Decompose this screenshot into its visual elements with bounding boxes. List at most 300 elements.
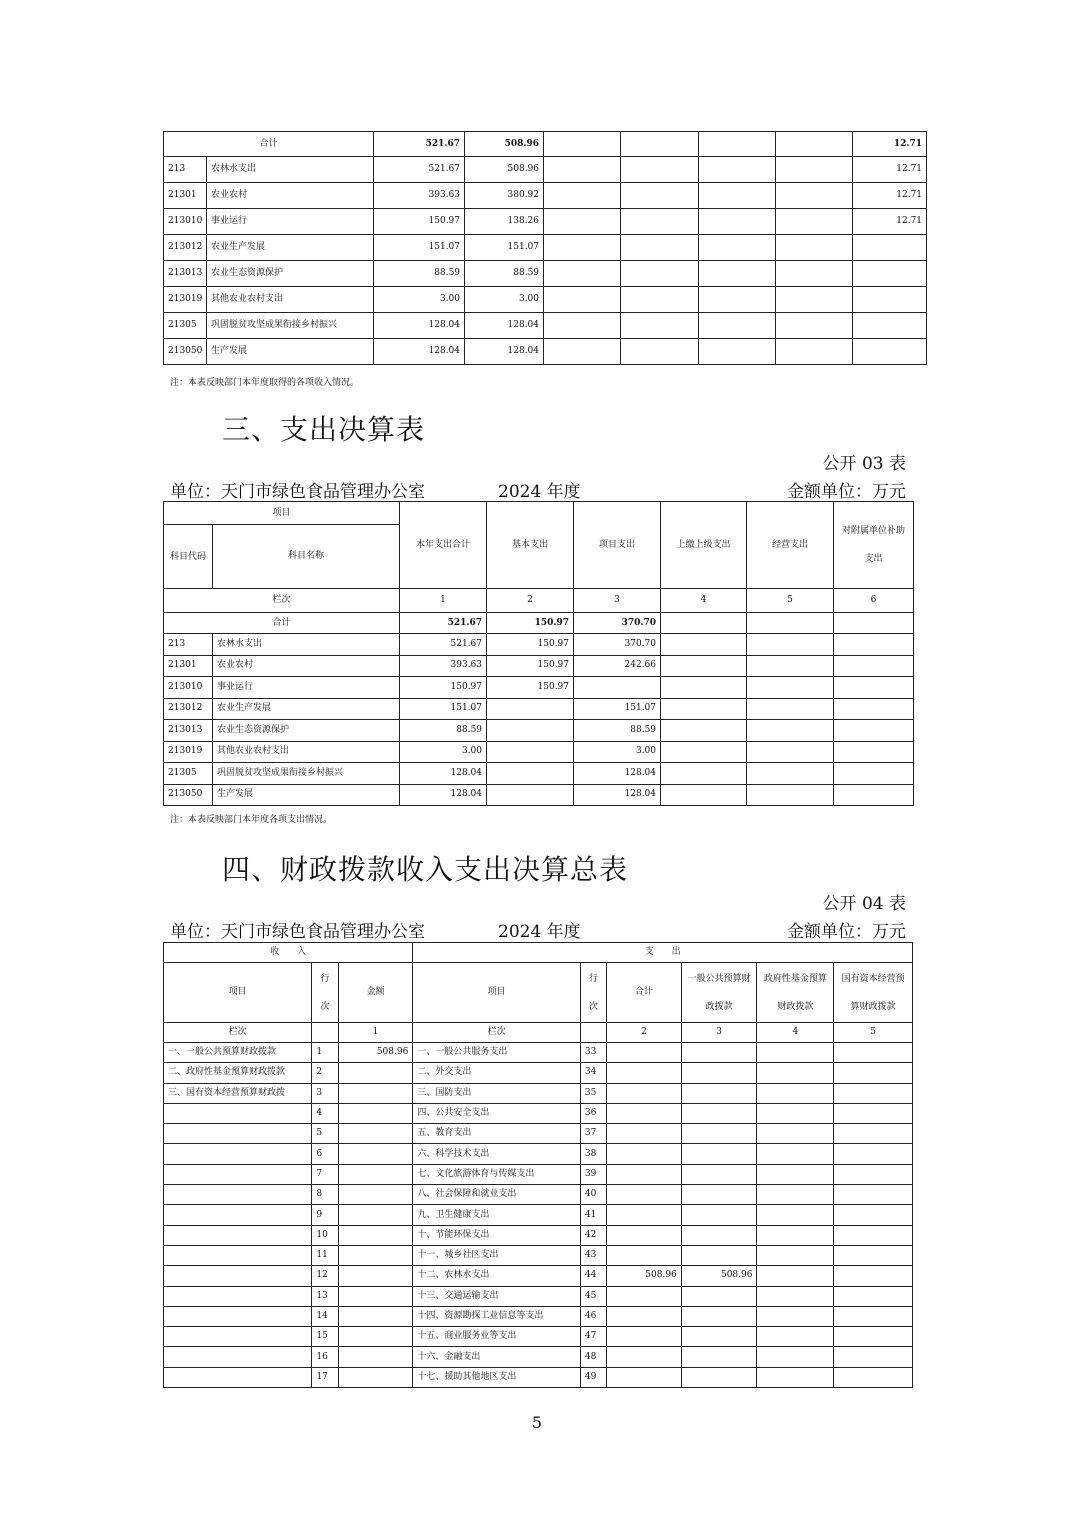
amount-cell (747, 763, 834, 785)
amount-cell (607, 1306, 682, 1326)
income-line-no: 2 (312, 1063, 338, 1083)
amount-cell: 88.59 (400, 720, 487, 742)
income-total-cell (544, 132, 621, 157)
expense-line-no: 33 (580, 1043, 606, 1063)
income-item: 一、一般公共预算财政拨款 (164, 1043, 312, 1063)
subject-name: 巩固脱贫攻坚成果衔接乡村振兴 (207, 313, 374, 339)
amount-cell: 393.63 (400, 655, 487, 677)
amount-cell (681, 1043, 757, 1063)
amount-cell (757, 1043, 834, 1063)
expense-item: 一、一般公共服务支出 (413, 1043, 581, 1063)
expense-item: 六、科学技术支出 (413, 1144, 581, 1164)
amount-cell (681, 1327, 757, 1347)
income-amount (338, 1063, 413, 1083)
amount-cell: 12.71 (853, 183, 927, 209)
income-amount (338, 1225, 413, 1245)
expense-line-no: 47 (580, 1327, 606, 1347)
amount-cell (757, 1205, 834, 1225)
amount-cell (757, 1225, 834, 1245)
amount-cell (681, 1103, 757, 1123)
amount-cell: 128.04 (400, 784, 487, 806)
amount-cell (661, 720, 747, 742)
income-line-no: 15 (312, 1327, 338, 1347)
amount-cell (699, 235, 776, 261)
subject-code: 213050 (164, 784, 213, 806)
amount-cell: 151.07 (374, 235, 465, 261)
amount-cell: 150.97 (400, 677, 487, 699)
amount-cell (747, 741, 834, 763)
subject-code: 213012 (164, 235, 207, 261)
income-total-cell (621, 132, 699, 157)
amount-cell (621, 209, 699, 235)
expense-item: 八、社会保障和就业支出 (413, 1185, 581, 1205)
fiscal-lanci-empty (312, 1023, 338, 1043)
subject-code: 213013 (164, 261, 207, 287)
expense-line-no: 37 (580, 1124, 606, 1144)
amount-cell (776, 313, 853, 339)
amount-cell (757, 1103, 834, 1123)
amount-cell (621, 313, 699, 339)
amount-cell (621, 261, 699, 287)
amount-cell (834, 1327, 913, 1347)
income-line-no: 4 (312, 1103, 338, 1123)
income-line-no: 5 (312, 1124, 338, 1144)
fiscal-header-general-budget: 一般公共预算财政拨款 (681, 963, 757, 1023)
income-line-no: 3 (312, 1083, 338, 1103)
amount-cell (834, 720, 914, 742)
subject-name: 生产发展 (213, 784, 400, 806)
expense-total-cell (747, 613, 834, 634)
amount-cell (607, 1124, 682, 1144)
amount-cell: 138.26 (465, 209, 544, 235)
subject-name: 农业生产发展 (207, 235, 374, 261)
amount-cell (621, 287, 699, 313)
amount-cell (834, 677, 914, 699)
amount-cell (607, 1083, 682, 1103)
section4-table-no: 公开 04 表 (822, 894, 906, 914)
fiscal-header-state-capital: 国有资本经营预算财政拨款 (834, 963, 913, 1023)
table-row (164, 1327, 913, 1347)
income-total-label: 合计 (164, 132, 374, 157)
fiscal-lanci-num: 3 (681, 1023, 757, 1043)
amount-cell (699, 183, 776, 209)
section3-table-no: 公开 03 表 (822, 454, 906, 474)
income-amount: 508.96 (338, 1043, 413, 1063)
amount-cell (621, 183, 699, 209)
fiscal-header-amount: 金额 (338, 963, 413, 1023)
expense-total-cell: 370.70 (574, 613, 661, 634)
income-total-cell: 508.96 (465, 132, 544, 157)
amount-cell (853, 235, 927, 261)
income-item (164, 1103, 312, 1123)
subject-name: 巩固脱贫攻坚成果衔接乡村振兴 (213, 763, 400, 785)
amount-cell: 150.97 (374, 209, 465, 235)
table-row (164, 741, 914, 763)
expense-total-cell (834, 613, 914, 634)
table-row (164, 1083, 913, 1103)
subject-code: 21305 (164, 763, 213, 785)
section4-money-unit: 金额单位：万元 (787, 922, 906, 942)
table-row (164, 261, 927, 287)
income-amount (338, 1266, 413, 1286)
amount-cell (834, 1083, 913, 1103)
subject-name: 其他农业农村支出 (207, 287, 374, 313)
income-item (164, 1306, 312, 1326)
amount-cell: 3.00 (400, 741, 487, 763)
fiscal-lanci-num: 5 (834, 1023, 913, 1043)
expense-item: 十六、金融支出 (413, 1347, 581, 1367)
income-item (164, 1185, 312, 1205)
amount-cell (776, 261, 853, 287)
amount-cell: 150.97 (487, 677, 574, 699)
amount-cell (699, 261, 776, 287)
income-line-no: 16 (312, 1347, 338, 1367)
expense-header-item: 项目 (164, 502, 400, 525)
fiscal-lanci-empty (580, 1023, 606, 1043)
expense-total-cell: 150.97 (487, 613, 574, 634)
expense-item: 十三、交通运输支出 (413, 1286, 581, 1306)
amount-cell (853, 287, 927, 313)
fiscal-header-total: 合计 (607, 963, 682, 1023)
income-line-no: 13 (312, 1286, 338, 1306)
income-total-cell (699, 132, 776, 157)
amount-cell: 521.67 (374, 157, 465, 183)
expense-line-no: 48 (580, 1347, 606, 1367)
amount-cell: 380.92 (465, 183, 544, 209)
income-item: 三、国有资本经营预算财政拨 (164, 1083, 312, 1103)
income-line-no: 14 (312, 1306, 338, 1326)
expense-table (163, 501, 914, 806)
expense-total-cell: 521.67 (400, 613, 487, 634)
table-row (164, 209, 927, 235)
amount-cell (834, 1367, 913, 1387)
income-item (164, 1245, 312, 1265)
amount-cell (661, 677, 747, 699)
amount-cell: 370.70 (574, 634, 661, 656)
table-row (164, 1266, 913, 1286)
subject-name: 农林水支出 (213, 634, 400, 656)
table-row (164, 655, 914, 677)
amount-cell (607, 1144, 682, 1164)
amount-cell (776, 339, 853, 365)
expense-line-no: 44 (580, 1266, 606, 1286)
income-line-no: 6 (312, 1144, 338, 1164)
amount-cell (681, 1185, 757, 1205)
table-row (164, 339, 927, 365)
expense-line-no: 39 (580, 1164, 606, 1184)
section3-year: 2024 年度 (498, 482, 581, 502)
fiscal-header-fund-budget: 政府性基金预算财政拨款 (757, 963, 834, 1023)
income-table-note: 注：本表反映部门本年度取得的各项收入情况。 (170, 378, 360, 388)
amount-cell (757, 1306, 834, 1326)
income-line-no: 17 (312, 1367, 338, 1387)
amount-cell: 393.63 (374, 183, 465, 209)
amount-cell (544, 313, 621, 339)
fiscal-header-group-row (164, 943, 913, 963)
expense-header-name: 科目名称 (213, 525, 400, 589)
expense-total-cell (661, 613, 747, 634)
amount-cell: 3.00 (374, 287, 465, 313)
income-amount (338, 1144, 413, 1164)
amount-cell (776, 183, 853, 209)
amount-cell (834, 784, 914, 806)
subject-code: 213010 (164, 677, 213, 699)
subject-name: 农业生态资源保护 (213, 720, 400, 742)
amount-cell: 3.00 (465, 287, 544, 313)
amount-cell (607, 1103, 682, 1123)
table-row (164, 1103, 913, 1123)
income-amount (338, 1367, 413, 1387)
income-amount (338, 1103, 413, 1123)
amount-cell: 508.96 (607, 1266, 682, 1286)
amount-cell: 88.59 (374, 261, 465, 287)
amount-cell (747, 698, 834, 720)
expense-line-no: 36 (580, 1103, 606, 1123)
expense-item: 十五、商业服务业等支出 (413, 1327, 581, 1347)
section4-unit: 单位：天门市绿色食品管理办公室 (170, 922, 425, 942)
amount-cell (607, 1327, 682, 1347)
subject-code: 213012 (164, 698, 213, 720)
amount-cell (776, 157, 853, 183)
income-item (164, 1124, 312, 1144)
fiscal-lanci-num: 1 (338, 1023, 413, 1043)
amount-cell (621, 235, 699, 261)
table-row (164, 157, 927, 183)
expense-item: 九、卫生健康支出 (413, 1205, 581, 1225)
amount-cell: 128.04 (374, 313, 465, 339)
amount-cell (834, 655, 914, 677)
amount-cell (681, 1063, 757, 1083)
expense-lanci-num: 5 (747, 589, 834, 613)
amount-cell: 508.96 (465, 157, 544, 183)
table-row (164, 1063, 913, 1083)
amount-cell (544, 183, 621, 209)
amount-cell (661, 784, 747, 806)
amount-cell: 128.04 (465, 313, 544, 339)
amount-cell (699, 313, 776, 339)
income-amount (338, 1164, 413, 1184)
amount-cell (757, 1063, 834, 1083)
amount-cell (747, 720, 834, 742)
fiscal-header-hangci2: 行次 (580, 963, 606, 1023)
amount-cell: 88.59 (465, 261, 544, 287)
table-row (164, 1347, 913, 1367)
amount-cell (607, 1286, 682, 1306)
amount-cell (607, 1225, 682, 1245)
expense-item: 十一、城乡社区支出 (413, 1245, 581, 1265)
amount-cell (487, 741, 574, 763)
expense-lanci-label: 栏次 (164, 589, 400, 613)
subject-name: 事业运行 (213, 677, 400, 699)
amount-cell (661, 634, 747, 656)
amount-cell (621, 157, 699, 183)
table-row (164, 287, 927, 313)
expense-lanci-row (164, 589, 914, 613)
amount-cell (607, 1367, 682, 1387)
amount-cell (681, 1164, 757, 1184)
amount-cell (834, 698, 914, 720)
income-table (163, 131, 927, 365)
income-line-no: 12 (312, 1266, 338, 1286)
amount-cell (747, 784, 834, 806)
amount-cell (607, 1205, 682, 1225)
amount-cell (699, 339, 776, 365)
amount-cell (661, 741, 747, 763)
expense-item: 四、公共安全支出 (413, 1103, 581, 1123)
amount-cell (681, 1205, 757, 1225)
expense-item: 二、外交支出 (413, 1063, 581, 1083)
subject-name: 农业农村 (213, 655, 400, 677)
amount-cell (757, 1144, 834, 1164)
fiscal-lanci-row (164, 1023, 913, 1043)
amount-cell (681, 1367, 757, 1387)
expense-lanci-num: 2 (487, 589, 574, 613)
amount-cell (747, 677, 834, 699)
amount-cell: 151.07 (465, 235, 544, 261)
expense-table-note: 注：本表反映部门本年度各项支出情况。 (170, 815, 333, 825)
amount-cell (544, 261, 621, 287)
expense-table-body (164, 502, 914, 806)
amount-cell (757, 1327, 834, 1347)
amount-cell (681, 1245, 757, 1265)
subject-name: 农业生产发展 (213, 698, 400, 720)
table-row (164, 784, 914, 806)
fiscal-header-expense: 支 出 (413, 943, 913, 963)
income-amount (338, 1185, 413, 1205)
income-total-row (164, 132, 927, 157)
expense-item: 十七、援助其他地区支出 (413, 1367, 581, 1387)
income-item (164, 1367, 312, 1387)
amount-cell (699, 157, 776, 183)
fiscal-lanci-num: 2 (607, 1023, 682, 1043)
expense-item: 七、文化旅游体育与传媒支出 (413, 1164, 581, 1184)
section3-unit: 单位：天门市绿色食品管理办公室 (170, 482, 425, 502)
table-row (164, 1245, 913, 1265)
expense-item: 十二、农林水支出 (413, 1266, 581, 1286)
income-item (164, 1286, 312, 1306)
amount-cell: 151.07 (400, 698, 487, 720)
amount-cell (853, 313, 927, 339)
subject-code: 21301 (164, 655, 213, 677)
income-line-no: 10 (312, 1225, 338, 1245)
expense-line-no: 42 (580, 1225, 606, 1245)
expense-header-col: 上缴上级支出 (661, 502, 747, 589)
table-row (164, 1306, 913, 1326)
expense-lanci-num: 4 (661, 589, 747, 613)
table-row (164, 720, 914, 742)
table-row (164, 1124, 913, 1144)
amount-cell (747, 655, 834, 677)
subject-code: 213050 (164, 339, 207, 365)
expense-line-no: 34 (580, 1063, 606, 1083)
amount-cell (607, 1063, 682, 1083)
amount-cell (834, 763, 914, 785)
expense-line-no: 45 (580, 1286, 606, 1306)
amount-cell (607, 1043, 682, 1063)
amount-cell (544, 157, 621, 183)
income-item (164, 1327, 312, 1347)
table-row (164, 235, 927, 261)
amount-cell (681, 1286, 757, 1306)
income-amount (338, 1245, 413, 1265)
amount-cell (834, 741, 914, 763)
amount-cell: 128.04 (574, 784, 661, 806)
amount-cell: 88.59 (574, 720, 661, 742)
amount-cell (853, 339, 927, 365)
table-row (164, 1164, 913, 1184)
income-amount (338, 1306, 413, 1326)
amount-cell (607, 1245, 682, 1265)
amount-cell (681, 1306, 757, 1326)
amount-cell: 508.96 (681, 1266, 757, 1286)
table-row (164, 634, 914, 656)
expense-header-row (164, 502, 914, 525)
amount-cell (853, 261, 927, 287)
amount-cell (621, 339, 699, 365)
income-line-no: 1 (312, 1043, 338, 1063)
table-row (164, 1225, 913, 1245)
fiscal-header-item: 项目 (164, 963, 312, 1023)
income-line-no: 9 (312, 1205, 338, 1225)
page-number: 5 (531, 1413, 543, 1432)
amount-cell: 521.67 (400, 634, 487, 656)
fiscal-summary-table (163, 942, 913, 1388)
amount-cell (661, 698, 747, 720)
amount-cell (834, 1266, 913, 1286)
amount-cell: 12.71 (853, 209, 927, 235)
subject-code: 21301 (164, 183, 207, 209)
expense-header-col: 项目支出 (574, 502, 661, 589)
amount-cell: 12.71 (853, 157, 927, 183)
amount-cell (834, 1124, 913, 1144)
table-row (164, 763, 914, 785)
amount-cell (757, 1083, 834, 1103)
subject-name: 农林水支出 (207, 157, 374, 183)
income-amount (338, 1347, 413, 1367)
expense-lanci-num: 6 (834, 589, 914, 613)
amount-cell: 128.04 (400, 763, 487, 785)
amount-cell (544, 287, 621, 313)
amount-cell (757, 1367, 834, 1387)
table-row (164, 183, 927, 209)
expense-line-no: 38 (580, 1144, 606, 1164)
expense-header-col: 本年支出合计 (400, 502, 487, 589)
subject-code: 213 (164, 157, 207, 183)
amount-cell (757, 1347, 834, 1367)
amount-cell (834, 1164, 913, 1184)
expense-line-no: 35 (580, 1083, 606, 1103)
amount-cell (544, 209, 621, 235)
amount-cell (574, 677, 661, 699)
expense-item: 十、节能环保支出 (413, 1225, 581, 1245)
section3-title: 三、支出决算表 (222, 413, 426, 446)
amount-cell (834, 1103, 913, 1123)
amount-cell (834, 1185, 913, 1205)
amount-cell (776, 235, 853, 261)
amount-cell (834, 1286, 913, 1306)
amount-cell (834, 1347, 913, 1367)
expense-header-code: 科目代码 (164, 525, 213, 589)
income-item (164, 1347, 312, 1367)
amount-cell (757, 1124, 834, 1144)
amount-cell: 150.97 (487, 655, 574, 677)
table-row (164, 677, 914, 699)
income-total-cell (776, 132, 853, 157)
expense-line-no: 49 (580, 1367, 606, 1387)
income-item (164, 1164, 312, 1184)
subject-code: 213019 (164, 287, 207, 313)
expense-header-col: 经营支出 (747, 502, 834, 589)
